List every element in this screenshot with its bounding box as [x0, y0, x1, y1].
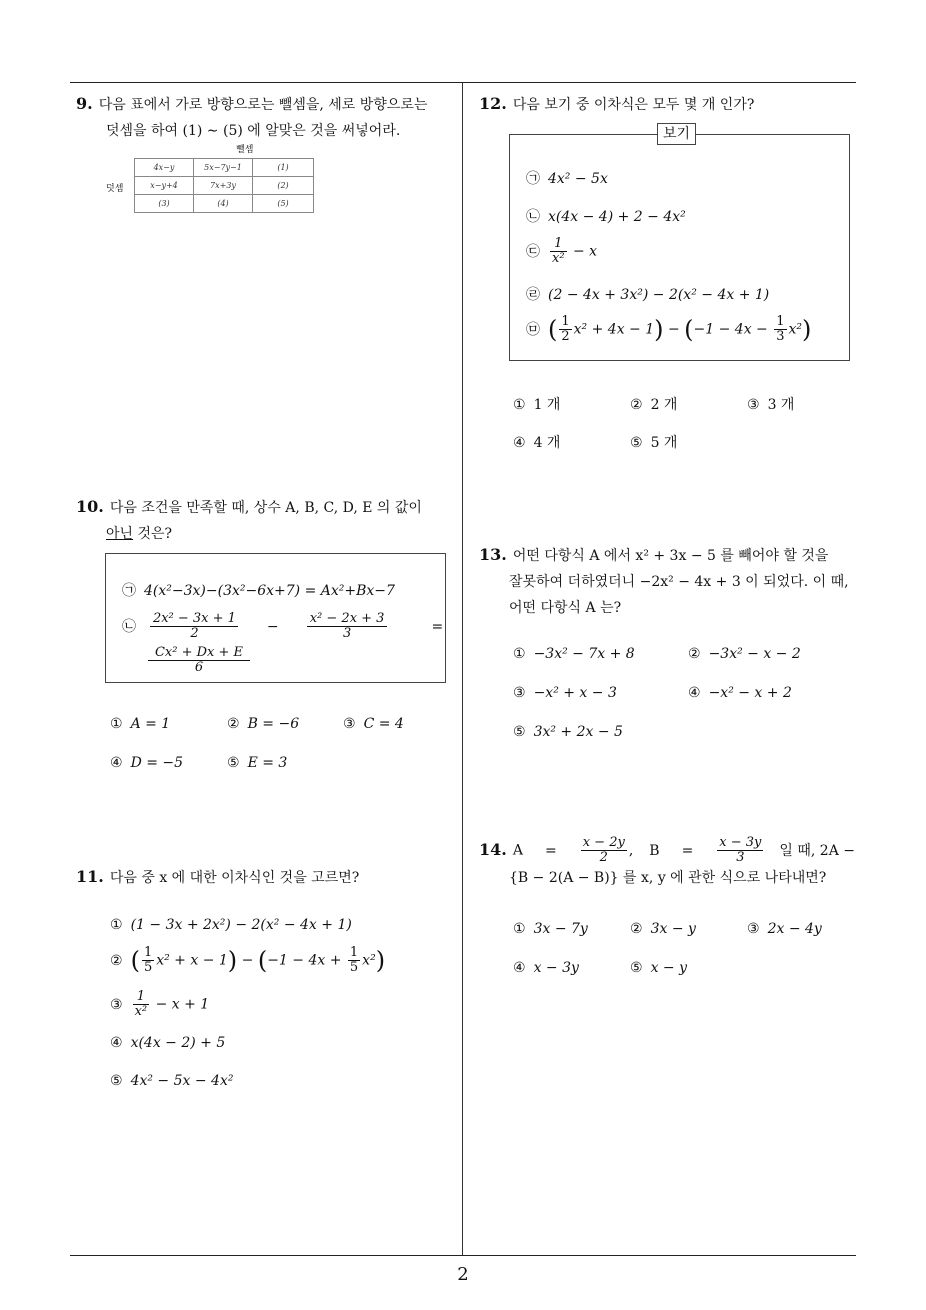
choice-2[interactable] — [688, 646, 801, 662]
question-text: 다음 표에서 가로 방향으로는 뺄셈을, 세로 방향으로는 — [98, 97, 428, 113]
condition-line-1 — [122, 580, 395, 600]
equals-sign: = — [431, 618, 444, 635]
fraction — [142, 946, 154, 975]
choice-5[interactable] — [630, 960, 687, 976]
fraction-denominator: 2 — [599, 850, 608, 865]
fraction — [307, 612, 387, 641]
choice-text: (1 − 3x + 2x²) − 2(x² − 4x + 1) — [130, 917, 352, 933]
example-item-e: ㉤ ( $\frac{1}{2}$ x² + 4x − 1) − (−1 − 4x − $\frac{1}{3}$ x²) — [526, 314, 812, 344]
choice-4[interactable] — [513, 960, 579, 976]
choice-text: 3 개 — [767, 397, 795, 413]
choice-3[interactable] — [110, 990, 209, 1019]
circle-mark: ㉤ — [526, 321, 540, 338]
choice-2[interactable] — [630, 921, 696, 937]
fraction-numerator: 1 — [349, 945, 359, 960]
top-rule — [70, 82, 856, 83]
example-item-d — [526, 284, 769, 304]
question-9 — [76, 91, 460, 144]
variable-label: B — [649, 842, 660, 859]
choice-4[interactable] — [513, 432, 560, 452]
choice-2[interactable] — [630, 394, 677, 414]
question-text: 어떤 다항식 A 에서 x² + 3x − 5 를 빼어야 할 것을 — [512, 548, 829, 564]
choice-number: ③ — [343, 716, 356, 732]
question-number: 9. — [76, 94, 93, 113]
table-cell: (2) — [253, 177, 314, 195]
fraction-denominator: 5 — [349, 960, 359, 975]
fraction-denominator: 3 — [776, 329, 785, 344]
choice-number: ⑤ — [110, 1073, 123, 1089]
choice-number: ② — [630, 397, 643, 413]
fraction — [550, 237, 567, 266]
choice-text: x − y — [650, 960, 687, 976]
choice-number: ④ — [110, 755, 123, 771]
example-item-a — [526, 168, 608, 188]
question-12 — [479, 91, 863, 118]
choice-1[interactable] — [513, 394, 560, 414]
fraction-denominator: 5 — [143, 960, 153, 975]
choice-4[interactable] — [110, 755, 183, 771]
bottom-rule — [70, 1255, 856, 1256]
column-divider — [462, 83, 463, 1255]
choice-text: −3x² − 7x + 8 — [533, 646, 635, 662]
question-14 — [479, 836, 863, 891]
fraction-numerator: 1 — [550, 237, 567, 252]
table-cell: 7x+3y — [194, 177, 253, 195]
question-13 — [479, 542, 863, 621]
page-number: 2 — [457, 1264, 469, 1285]
choice-text: x² + x − 1 — [156, 952, 228, 969]
table-side-label: 덧셈 — [106, 184, 124, 194]
table-row — [135, 159, 314, 177]
question-11 — [76, 864, 460, 891]
choice-text: E = 3 — [247, 755, 288, 771]
example-expression: (2 − 4x + 3x²) − 2(x² − 4x + 1) — [548, 287, 770, 303]
choice-5[interactable] — [110, 1073, 233, 1089]
question-text: 다음 조건을 만족할 때, 상수 A, B, C, D, E 의 값이 — [109, 500, 422, 516]
choice-number: ② — [227, 716, 240, 732]
example-expression: −1 − 4x − — [693, 321, 773, 338]
fraction-denominator: 6 — [194, 660, 204, 675]
choice-4[interactable] — [688, 685, 792, 701]
table-cell: 4x−y — [135, 159, 194, 177]
example-box — [509, 126, 850, 361]
choice-number: ① — [513, 646, 526, 662]
minus-sign: − — [266, 618, 279, 635]
table-cell: (5) — [253, 195, 314, 213]
choice-number: ⑤ — [227, 755, 240, 771]
choice-number: ③ — [747, 397, 760, 413]
fraction-numerator: 1 — [133, 990, 150, 1005]
underlined-word: 아닌 — [106, 526, 134, 542]
choice-text: B = −6 — [247, 716, 300, 732]
table-title: 뺄셈 — [236, 145, 254, 155]
choice-number: ⑤ — [630, 435, 643, 451]
choice-1[interactable] — [110, 716, 170, 732]
question-text: {B − 2(A − B)} 를 x, y 에 관한 식으로 나타내면? — [509, 870, 827, 886]
equals-sign: = — [544, 842, 557, 859]
choice-text: D = −5 — [130, 755, 184, 771]
fraction-denominator: 3 — [736, 850, 745, 865]
choice-3[interactable] — [513, 685, 617, 701]
choice-text: − — [237, 952, 258, 969]
table-cell: (4) — [194, 195, 253, 213]
choice-number: ⑤ — [630, 960, 643, 976]
example-expression: − — [663, 321, 685, 338]
question-number: 14. — [479, 839, 507, 859]
choice-3[interactable] — [747, 921, 822, 937]
fraction — [348, 946, 360, 975]
choice-text: −x² − x + 2 — [708, 685, 792, 701]
choice-text: −3x² − x − 2 — [708, 646, 801, 662]
table-cell: (3) — [135, 195, 194, 213]
example-item-c — [526, 237, 597, 266]
circle-mark: ㉡ — [526, 209, 540, 225]
fraction-denominator: 2 — [190, 626, 199, 641]
fraction — [581, 836, 627, 865]
question-text: 일 때, 2A − — [779, 842, 856, 859]
choice-number: ① — [513, 397, 526, 413]
table-cell: (1) — [253, 159, 314, 177]
fraction-numerator: Cx² + Dx + E — [148, 646, 250, 661]
choice-number: ① — [513, 921, 526, 937]
equals-sign: = — [681, 842, 694, 859]
circle-mark: ㉣ — [526, 287, 540, 303]
example-expression: x² — [788, 321, 803, 338]
choice-text: −1 − 4x + — [267, 952, 346, 969]
circle-mark: ㉠ — [526, 171, 540, 187]
example-expression: − x — [573, 243, 598, 260]
choice-text: 2x − 4y — [767, 921, 822, 937]
choice-text: 4x² − 5x − 4x² — [130, 1073, 234, 1089]
choice-2[interactable]: ② ( $\frac{1}{5}$ x² + x − 1) − (−1 − 4x + $\frac{1}{5}$ x²) — [110, 945, 386, 975]
choice-text: x(4x − 2) + 5 — [130, 1035, 226, 1051]
circle-mark: ㉡ — [122, 618, 136, 635]
condition-line-3 — [146, 646, 252, 675]
choice-5[interactable] — [227, 755, 287, 771]
question-text: 것은? — [133, 526, 173, 542]
choice-text: 3x² + 2x − 5 — [533, 724, 623, 740]
fraction-numerator: x − 2y — [582, 835, 625, 850]
variable-label: A — [512, 842, 523, 859]
choice-number: ④ — [513, 960, 526, 976]
question-10 — [76, 494, 460, 547]
fraction — [559, 315, 571, 344]
choice-text: 4 개 — [533, 435, 561, 451]
question-number: 11. — [76, 867, 104, 886]
fraction — [150, 612, 238, 641]
example-expression: x² + 4x − 1 — [573, 321, 655, 338]
question-text: 잘못하여 더하였더니 −2x² − 4x + 3 이 되었다. 이 때, — [509, 574, 849, 590]
choice-number: ① — [110, 716, 123, 732]
circle-mark: ㉢ — [526, 243, 540, 260]
choice-text: −x² + x − 3 — [533, 685, 617, 701]
example-expression: 4x² − 5x — [548, 171, 608, 187]
fraction-numerator: x² − 2x + 3 — [307, 612, 387, 627]
choice-text: 3x − y — [650, 921, 696, 937]
choice-text: C = 4 — [363, 716, 404, 732]
example-box-tag: 보기 — [657, 123, 696, 145]
table-row — [135, 195, 314, 213]
fraction-numerator: 2x² − 3x + 1 — [150, 612, 238, 627]
fraction-denominator: x² — [134, 1004, 148, 1019]
choice-3[interactable] — [747, 394, 794, 414]
q9-table — [134, 158, 314, 213]
choice-2[interactable] — [227, 716, 299, 732]
choice-number: ④ — [688, 685, 701, 701]
choice-text: 3x − 7y — [533, 921, 588, 937]
choice-text: 2 개 — [650, 397, 678, 413]
choice-5[interactable] — [630, 432, 677, 452]
fraction — [717, 836, 763, 865]
table-cell: 5x−7y−1 — [194, 159, 253, 177]
choice-number: ④ — [513, 435, 526, 451]
choice-number: ③ — [110, 996, 123, 1013]
choice-1[interactable] — [110, 917, 352, 933]
choice-4[interactable] — [110, 1035, 225, 1051]
choice-text: A = 1 — [130, 716, 171, 732]
choice-text: 1 개 — [533, 397, 561, 413]
question-text: 덧셈을 하여 (1) ∼ (5) 에 알맞은 것을 써넣어라. — [106, 123, 401, 139]
question-number: 12. — [479, 94, 507, 113]
fraction-numerator: 1 — [143, 945, 153, 960]
fraction-numerator: x − 3y — [719, 835, 762, 850]
fraction — [774, 315, 786, 344]
fraction — [148, 646, 250, 675]
choice-1[interactable] — [513, 646, 635, 662]
choice-text: 5 개 — [650, 435, 678, 451]
choice-3[interactable] — [343, 716, 404, 732]
choice-5[interactable] — [513, 724, 623, 740]
example-expression: x(4x − 4) + 2 − 4x² — [548, 209, 686, 225]
condition-expression: 4(x²−3x)−(3x²−6x+7) = Ax²+Bx−7 — [144, 583, 395, 599]
choice-number: ③ — [513, 685, 526, 701]
choice-number: ③ — [747, 921, 760, 937]
fraction — [133, 990, 150, 1019]
choice-number: ② — [110, 952, 123, 969]
fraction-denominator: x² — [552, 251, 565, 266]
choice-text: x² — [362, 952, 376, 969]
fraction-numerator: 1 — [561, 314, 570, 329]
table-row — [135, 177, 314, 195]
condition-box — [105, 553, 446, 683]
comma: , — [628, 842, 634, 859]
fraction-denominator: 2 — [561, 329, 570, 344]
question-number: 13. — [479, 545, 507, 564]
choice-number: ② — [630, 921, 643, 937]
circle-mark: ㉠ — [122, 583, 136, 599]
choice-1[interactable] — [513, 921, 588, 937]
question-number: 10. — [76, 497, 104, 516]
choice-number: ① — [110, 917, 123, 933]
fraction-numerator: 1 — [776, 314, 785, 329]
choice-number: ④ — [110, 1035, 123, 1051]
question-text: 다음 보기 중 이차식은 모두 몇 개 인가? — [512, 97, 755, 113]
fraction-denominator: 3 — [342, 626, 352, 641]
table-cell: x−y+4 — [135, 177, 194, 195]
condition-line-2 — [122, 612, 443, 641]
choice-number: ⑤ — [513, 724, 526, 740]
choice-text: x − 3y — [533, 960, 579, 976]
example-item-b — [526, 206, 686, 226]
question-text: 다음 중 x 에 대한 이차식인 것을 고르면? — [109, 870, 360, 886]
choice-number: ② — [688, 646, 701, 662]
question-text: 어떤 다항식 A 는? — [509, 600, 622, 616]
choice-text: − x + 1 — [155, 996, 210, 1013]
